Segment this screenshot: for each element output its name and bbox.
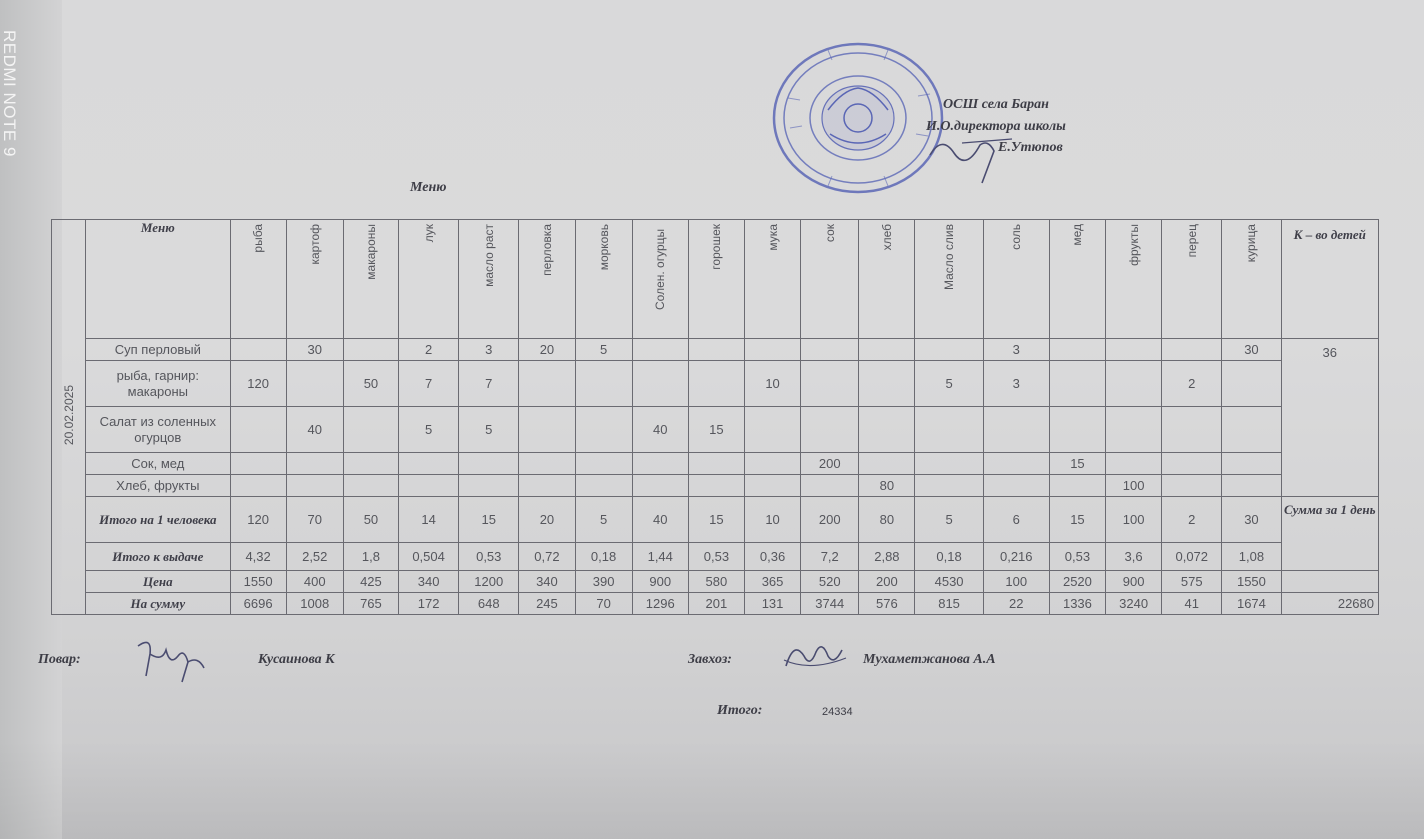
value-cell: 50 — [343, 361, 398, 407]
menu-header: Меню — [86, 220, 230, 339]
value-cell: 2 — [1162, 361, 1222, 407]
col-header: Солен. огурцы — [652, 228, 667, 310]
value-cell: 0,072 — [1162, 543, 1222, 571]
col-header: Масло слив — [942, 224, 957, 291]
value-cell: 0,36 — [744, 543, 800, 571]
director-title: И.О.директора школы — [926, 119, 1066, 134]
value-cell: 425 — [343, 571, 398, 593]
value-cell: 50 — [343, 497, 398, 543]
col-header: хлеб — [879, 224, 894, 251]
value-cell: 520 — [801, 571, 859, 593]
value-cell — [801, 339, 859, 361]
header-row — [52, 220, 1379, 339]
value-cell: 5 — [915, 497, 983, 543]
value-cell — [1049, 361, 1105, 407]
shadow — [0, 740, 1424, 839]
value-cell — [983, 453, 1049, 475]
col-header: мука — [765, 224, 780, 251]
value-cell: 40 — [632, 497, 688, 543]
value-cell: 1336 — [1049, 593, 1105, 615]
value-cell: 1200 — [459, 571, 519, 593]
value-cell — [744, 453, 800, 475]
storekeeper-label: Завхоз: — [688, 652, 732, 667]
value-cell — [1106, 361, 1162, 407]
table-row — [52, 361, 1379, 407]
value-cell — [575, 407, 632, 453]
value-cell — [230, 453, 286, 475]
value-cell: 200 — [801, 453, 859, 475]
value-cell: 1296 — [632, 593, 688, 615]
value-cell — [519, 453, 575, 475]
value-cell: 5 — [915, 361, 983, 407]
value-cell: 7,2 — [801, 543, 859, 571]
value-cell — [859, 361, 915, 407]
value-cell — [859, 339, 915, 361]
col-header: перец — [1184, 224, 1199, 258]
value-cell: 120 — [230, 497, 286, 543]
value-cell: 6 — [983, 497, 1049, 543]
value-cell: 0,53 — [459, 543, 519, 571]
value-cell: 0,18 — [915, 543, 983, 571]
price-blank — [1281, 571, 1378, 593]
value-cell: 14 — [399, 497, 459, 543]
page-title: Меню — [410, 180, 447, 195]
value-cell — [801, 475, 859, 497]
school-name: ОСШ села Баран — [943, 97, 1049, 112]
value-cell — [1222, 407, 1281, 453]
cook-name: Кусаинова К — [258, 652, 335, 667]
value-cell: 648 — [459, 593, 519, 615]
value-cell: 576 — [859, 593, 915, 615]
cook-label: Повар: — [38, 652, 81, 667]
value-cell: 3744 — [801, 593, 859, 615]
value-cell — [744, 407, 800, 453]
value-cell: 0,53 — [688, 543, 744, 571]
col-header: лук — [421, 224, 436, 243]
amount-row — [52, 593, 1379, 615]
value-cell: 10 — [744, 361, 800, 407]
value-cell — [1106, 407, 1162, 453]
value-cell — [1162, 339, 1222, 361]
value-cell — [575, 475, 632, 497]
value-cell — [230, 407, 286, 453]
col-header: соль — [1009, 224, 1024, 250]
value-cell — [1049, 475, 1105, 497]
value-cell: 5 — [459, 407, 519, 453]
value-cell — [801, 361, 859, 407]
value-cell — [915, 453, 983, 475]
value-cell: 20 — [519, 339, 575, 361]
value-cell: 131 — [744, 593, 800, 615]
value-cell: 201 — [688, 593, 744, 615]
value-cell: 1674 — [1222, 593, 1281, 615]
value-cell — [519, 361, 575, 407]
col-header: фрукты — [1126, 224, 1141, 266]
day-sum-label: Сумма за 1 день — [1281, 497, 1378, 571]
value-cell — [519, 475, 575, 497]
value-cell: 900 — [632, 571, 688, 593]
value-cell: 400 — [286, 571, 343, 593]
camera-watermark — [0, 30, 18, 184]
value-cell: 340 — [399, 571, 459, 593]
value-cell — [688, 475, 744, 497]
col-header: горошек — [709, 224, 724, 270]
value-cell: 7 — [459, 361, 519, 407]
value-cell: 815 — [915, 593, 983, 615]
value-cell: 3 — [459, 339, 519, 361]
value-cell: 0,216 — [983, 543, 1049, 571]
value-cell — [915, 339, 983, 361]
value-cell: 580 — [688, 571, 744, 593]
value-cell: 340 — [519, 571, 575, 593]
table-row — [52, 453, 1379, 475]
value-cell: 0,72 — [519, 543, 575, 571]
value-cell: 1,8 — [343, 543, 398, 571]
value-cell — [286, 475, 343, 497]
value-cell: 575 — [1162, 571, 1222, 593]
value-cell: 100 — [983, 571, 1049, 593]
value-cell — [632, 361, 688, 407]
row-label: На сумму — [86, 593, 230, 615]
value-cell: 1550 — [1222, 571, 1281, 593]
value-cell — [286, 453, 343, 475]
value-cell: 20 — [519, 497, 575, 543]
total-value: 24334 — [822, 706, 853, 718]
value-cell — [859, 407, 915, 453]
value-cell: 30 — [1222, 497, 1281, 543]
kids-count: 36 — [1281, 339, 1378, 497]
value-cell: 80 — [859, 497, 915, 543]
value-cell: 40 — [286, 407, 343, 453]
value-cell: 6696 — [230, 593, 286, 615]
value-cell: 2 — [1162, 497, 1222, 543]
per-person-row — [52, 497, 1379, 543]
value-cell — [575, 453, 632, 475]
row-label: Итого к выдаче — [86, 543, 230, 571]
dish-name: рыба, гарнир: макароны — [86, 361, 230, 407]
value-cell — [343, 475, 398, 497]
value-cell — [519, 407, 575, 453]
total-label: Итого: — [717, 703, 763, 718]
value-cell: 70 — [286, 497, 343, 543]
value-cell: 5 — [575, 497, 632, 543]
value-cell: 200 — [859, 571, 915, 593]
value-cell: 7 — [399, 361, 459, 407]
value-cell — [1222, 453, 1281, 475]
kids-header: К – во детей — [1281, 220, 1378, 339]
value-cell: 15 — [688, 497, 744, 543]
value-cell: 2 — [399, 339, 459, 361]
table-row — [52, 475, 1379, 497]
col-header: масло раст — [481, 224, 496, 287]
value-cell: 0,53 — [1049, 543, 1105, 571]
value-cell — [1049, 407, 1105, 453]
value-cell: 10 — [744, 497, 800, 543]
amount-total: 22680 — [1281, 593, 1378, 615]
value-cell — [575, 361, 632, 407]
value-cell — [801, 407, 859, 453]
value-cell — [1222, 361, 1281, 407]
value-cell: 15 — [1049, 453, 1105, 475]
value-cell: 4530 — [915, 571, 983, 593]
value-cell — [343, 339, 398, 361]
value-cell — [632, 475, 688, 497]
row-label: Итого на 1 человека — [86, 497, 230, 543]
value-cell — [1162, 453, 1222, 475]
value-cell: 2,88 — [859, 543, 915, 571]
value-cell: 1,08 — [1222, 543, 1281, 571]
value-cell — [1162, 475, 1222, 497]
col-header: курица — [1244, 224, 1259, 263]
col-header: сок — [822, 224, 837, 243]
value-cell: 1,44 — [632, 543, 688, 571]
price-row — [52, 571, 1379, 593]
value-cell: 172 — [399, 593, 459, 615]
value-cell — [983, 475, 1049, 497]
col-header: макароны — [363, 224, 378, 280]
date-label: 20.02.2025 — [61, 385, 76, 446]
value-cell: 5 — [575, 339, 632, 361]
col-header: рыба — [251, 224, 266, 253]
value-cell — [399, 453, 459, 475]
director-name: Е.Утюпов — [998, 140, 1063, 155]
value-cell — [1222, 475, 1281, 497]
value-cell — [459, 453, 519, 475]
cook-signature — [132, 632, 212, 684]
value-cell: 30 — [1222, 339, 1281, 361]
value-cell — [399, 475, 459, 497]
value-cell — [230, 475, 286, 497]
value-cell: 5 — [399, 407, 459, 453]
value-cell — [1106, 339, 1162, 361]
value-cell: 41 — [1162, 593, 1222, 615]
value-cell — [1162, 407, 1222, 453]
dish-name: Сок, мед — [86, 453, 230, 475]
value-cell — [915, 407, 983, 453]
value-cell: 15 — [459, 497, 519, 543]
value-cell — [632, 453, 688, 475]
storekeeper-name: Мухаметжанова А.А — [863, 652, 996, 667]
dish-name: Суп перловый — [86, 339, 230, 361]
dish-name: Салат из соленных огурцов — [86, 407, 230, 453]
value-cell — [915, 475, 983, 497]
value-cell: 22 — [983, 593, 1049, 615]
value-cell: 80 — [859, 475, 915, 497]
value-cell: 1550 — [230, 571, 286, 593]
col-header: мед — [1070, 224, 1085, 246]
value-cell: 3 — [983, 361, 1049, 407]
value-cell: 3 — [983, 339, 1049, 361]
value-cell: 100 — [1106, 497, 1162, 543]
value-cell — [230, 339, 286, 361]
watermark-line-1: REDMI NOTE 9 — [0, 30, 19, 157]
value-cell: 765 — [343, 593, 398, 615]
value-cell: 100 — [1106, 475, 1162, 497]
value-cell — [744, 475, 800, 497]
value-cell: 3240 — [1106, 593, 1162, 615]
value-cell — [688, 361, 744, 407]
value-cell: 2520 — [1049, 571, 1105, 593]
value-cell — [343, 407, 398, 453]
issue-row — [52, 543, 1379, 571]
col-header: морковь — [596, 224, 611, 271]
value-cell — [688, 453, 744, 475]
value-cell: 1008 — [286, 593, 343, 615]
value-cell — [859, 453, 915, 475]
value-cell — [343, 453, 398, 475]
value-cell: 40 — [632, 407, 688, 453]
value-cell — [1049, 339, 1105, 361]
value-cell — [983, 407, 1049, 453]
table-row — [52, 407, 1379, 453]
col-header: картоф — [307, 224, 322, 265]
value-cell: 70 — [575, 593, 632, 615]
value-cell — [286, 361, 343, 407]
menu-table — [51, 219, 1379, 615]
value-cell: 120 — [230, 361, 286, 407]
value-cell — [744, 339, 800, 361]
col-header: перловка — [539, 224, 554, 276]
value-cell: 365 — [744, 571, 800, 593]
value-cell: 30 — [286, 339, 343, 361]
date-cell — [52, 220, 86, 615]
value-cell — [688, 339, 744, 361]
value-cell: 200 — [801, 497, 859, 543]
value-cell: 15 — [1049, 497, 1105, 543]
value-cell: 390 — [575, 571, 632, 593]
dish-name: Хлеб, фрукты — [86, 475, 230, 497]
value-cell: 4,32 — [230, 543, 286, 571]
value-cell: 2,52 — [286, 543, 343, 571]
value-cell — [459, 475, 519, 497]
value-cell — [1106, 453, 1162, 475]
table-row — [52, 339, 1379, 361]
value-cell: 0,18 — [575, 543, 632, 571]
value-cell: 900 — [1106, 571, 1162, 593]
row-label: Цена — [86, 571, 230, 593]
storekeeper-signature — [780, 636, 850, 676]
value-cell: 0,504 — [399, 543, 459, 571]
value-cell: 245 — [519, 593, 575, 615]
value-cell: 15 — [688, 407, 744, 453]
value-cell — [632, 339, 688, 361]
value-cell: 3,6 — [1106, 543, 1162, 571]
